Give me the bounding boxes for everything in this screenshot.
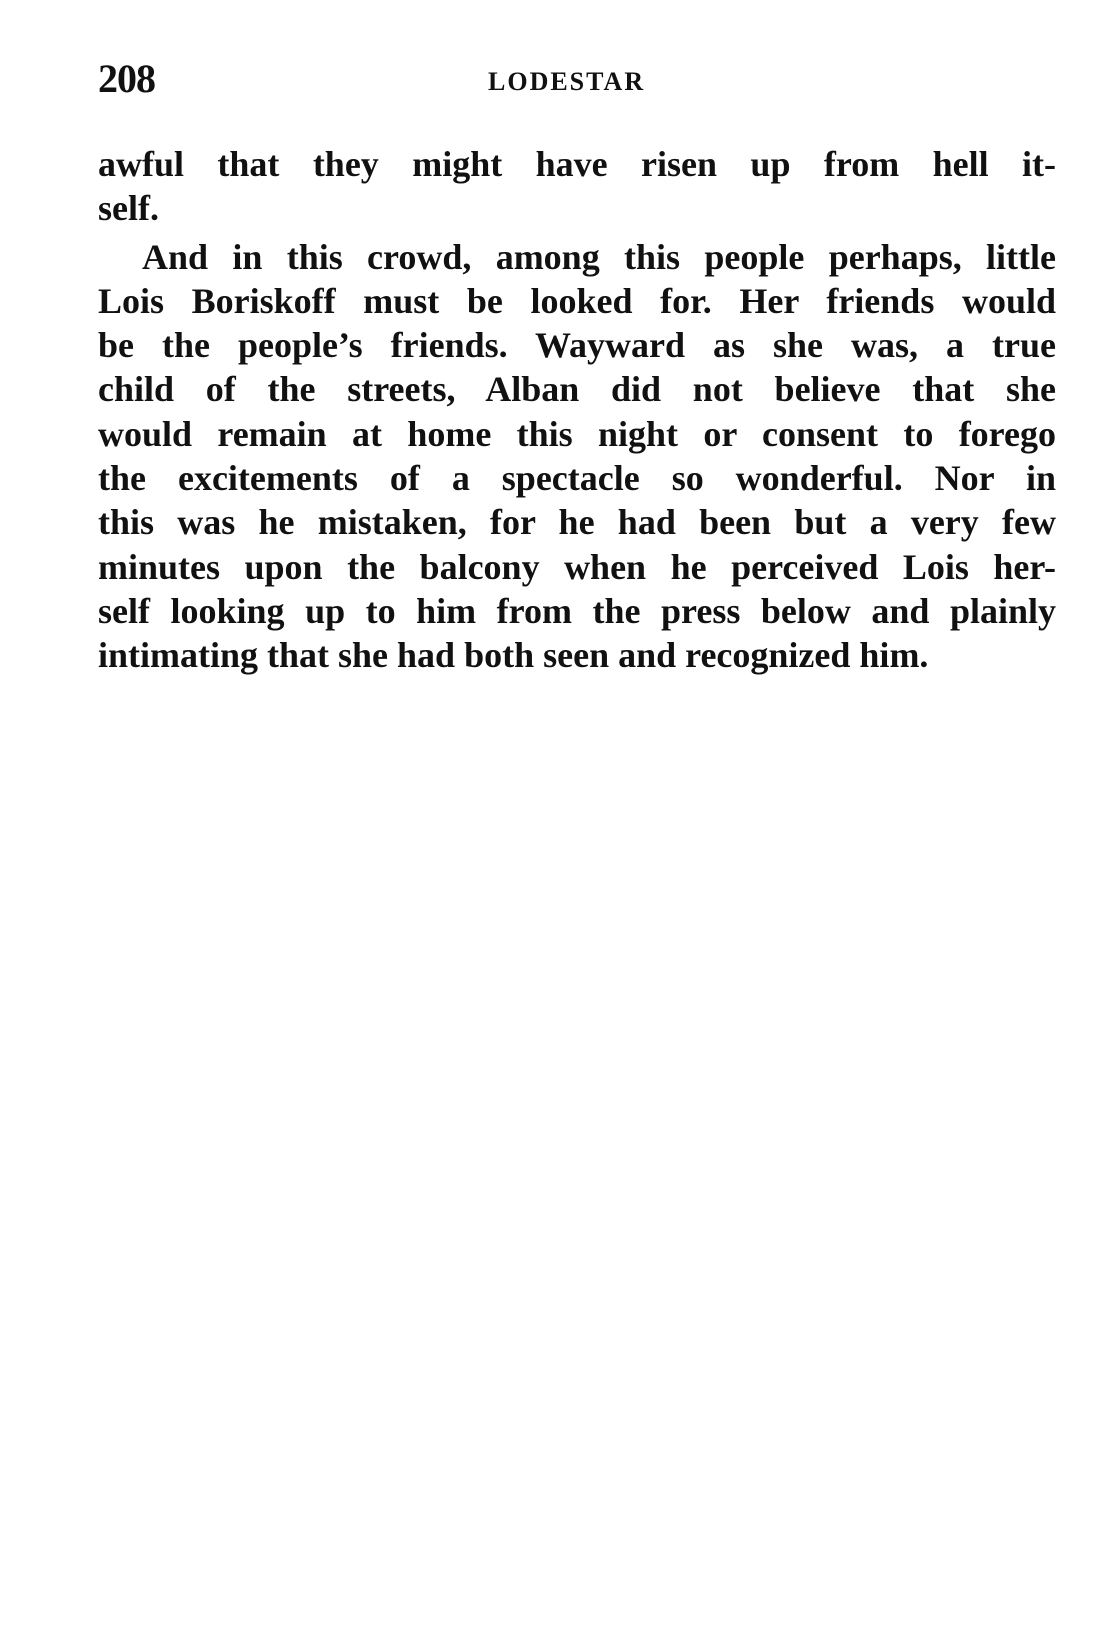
text-line: this was he mistaken, for he had been but a very few [98,502,1056,543]
text-line: minutes upon the balcony when he perceived Lois her- [98,546,1056,587]
text-line: And in this crowd, among this people perhaps, little [142,236,1056,277]
text-line: Lois Boriskoff must be looked for. Her friends would [98,280,1056,321]
running-head [98,54,1058,104]
text-line: self looking up to him from the press below and plainly [98,590,1056,631]
body-text [98,142,1056,678]
text-line: child of the streets, Alban did not believe that she [98,369,1056,410]
text-line: the excitements of a spectacle so wonderful. Nor in [98,458,1056,499]
paragraph [98,235,1056,678]
text-line: be the people’s friends. Wayward as she was, a true [98,325,1056,366]
text-line: intimating that she had both seen and recognized him. [98,635,929,676]
text-line: awful that they might have risen up from hell it- [98,144,1056,184]
paragraph-continuation [98,142,1056,231]
text-line: would remain at home this night or consent to forego [98,413,1056,454]
running-title: LODESTAR [488,67,646,96]
page-number: 208 [98,56,155,101]
text-line: self. [98,188,159,229]
